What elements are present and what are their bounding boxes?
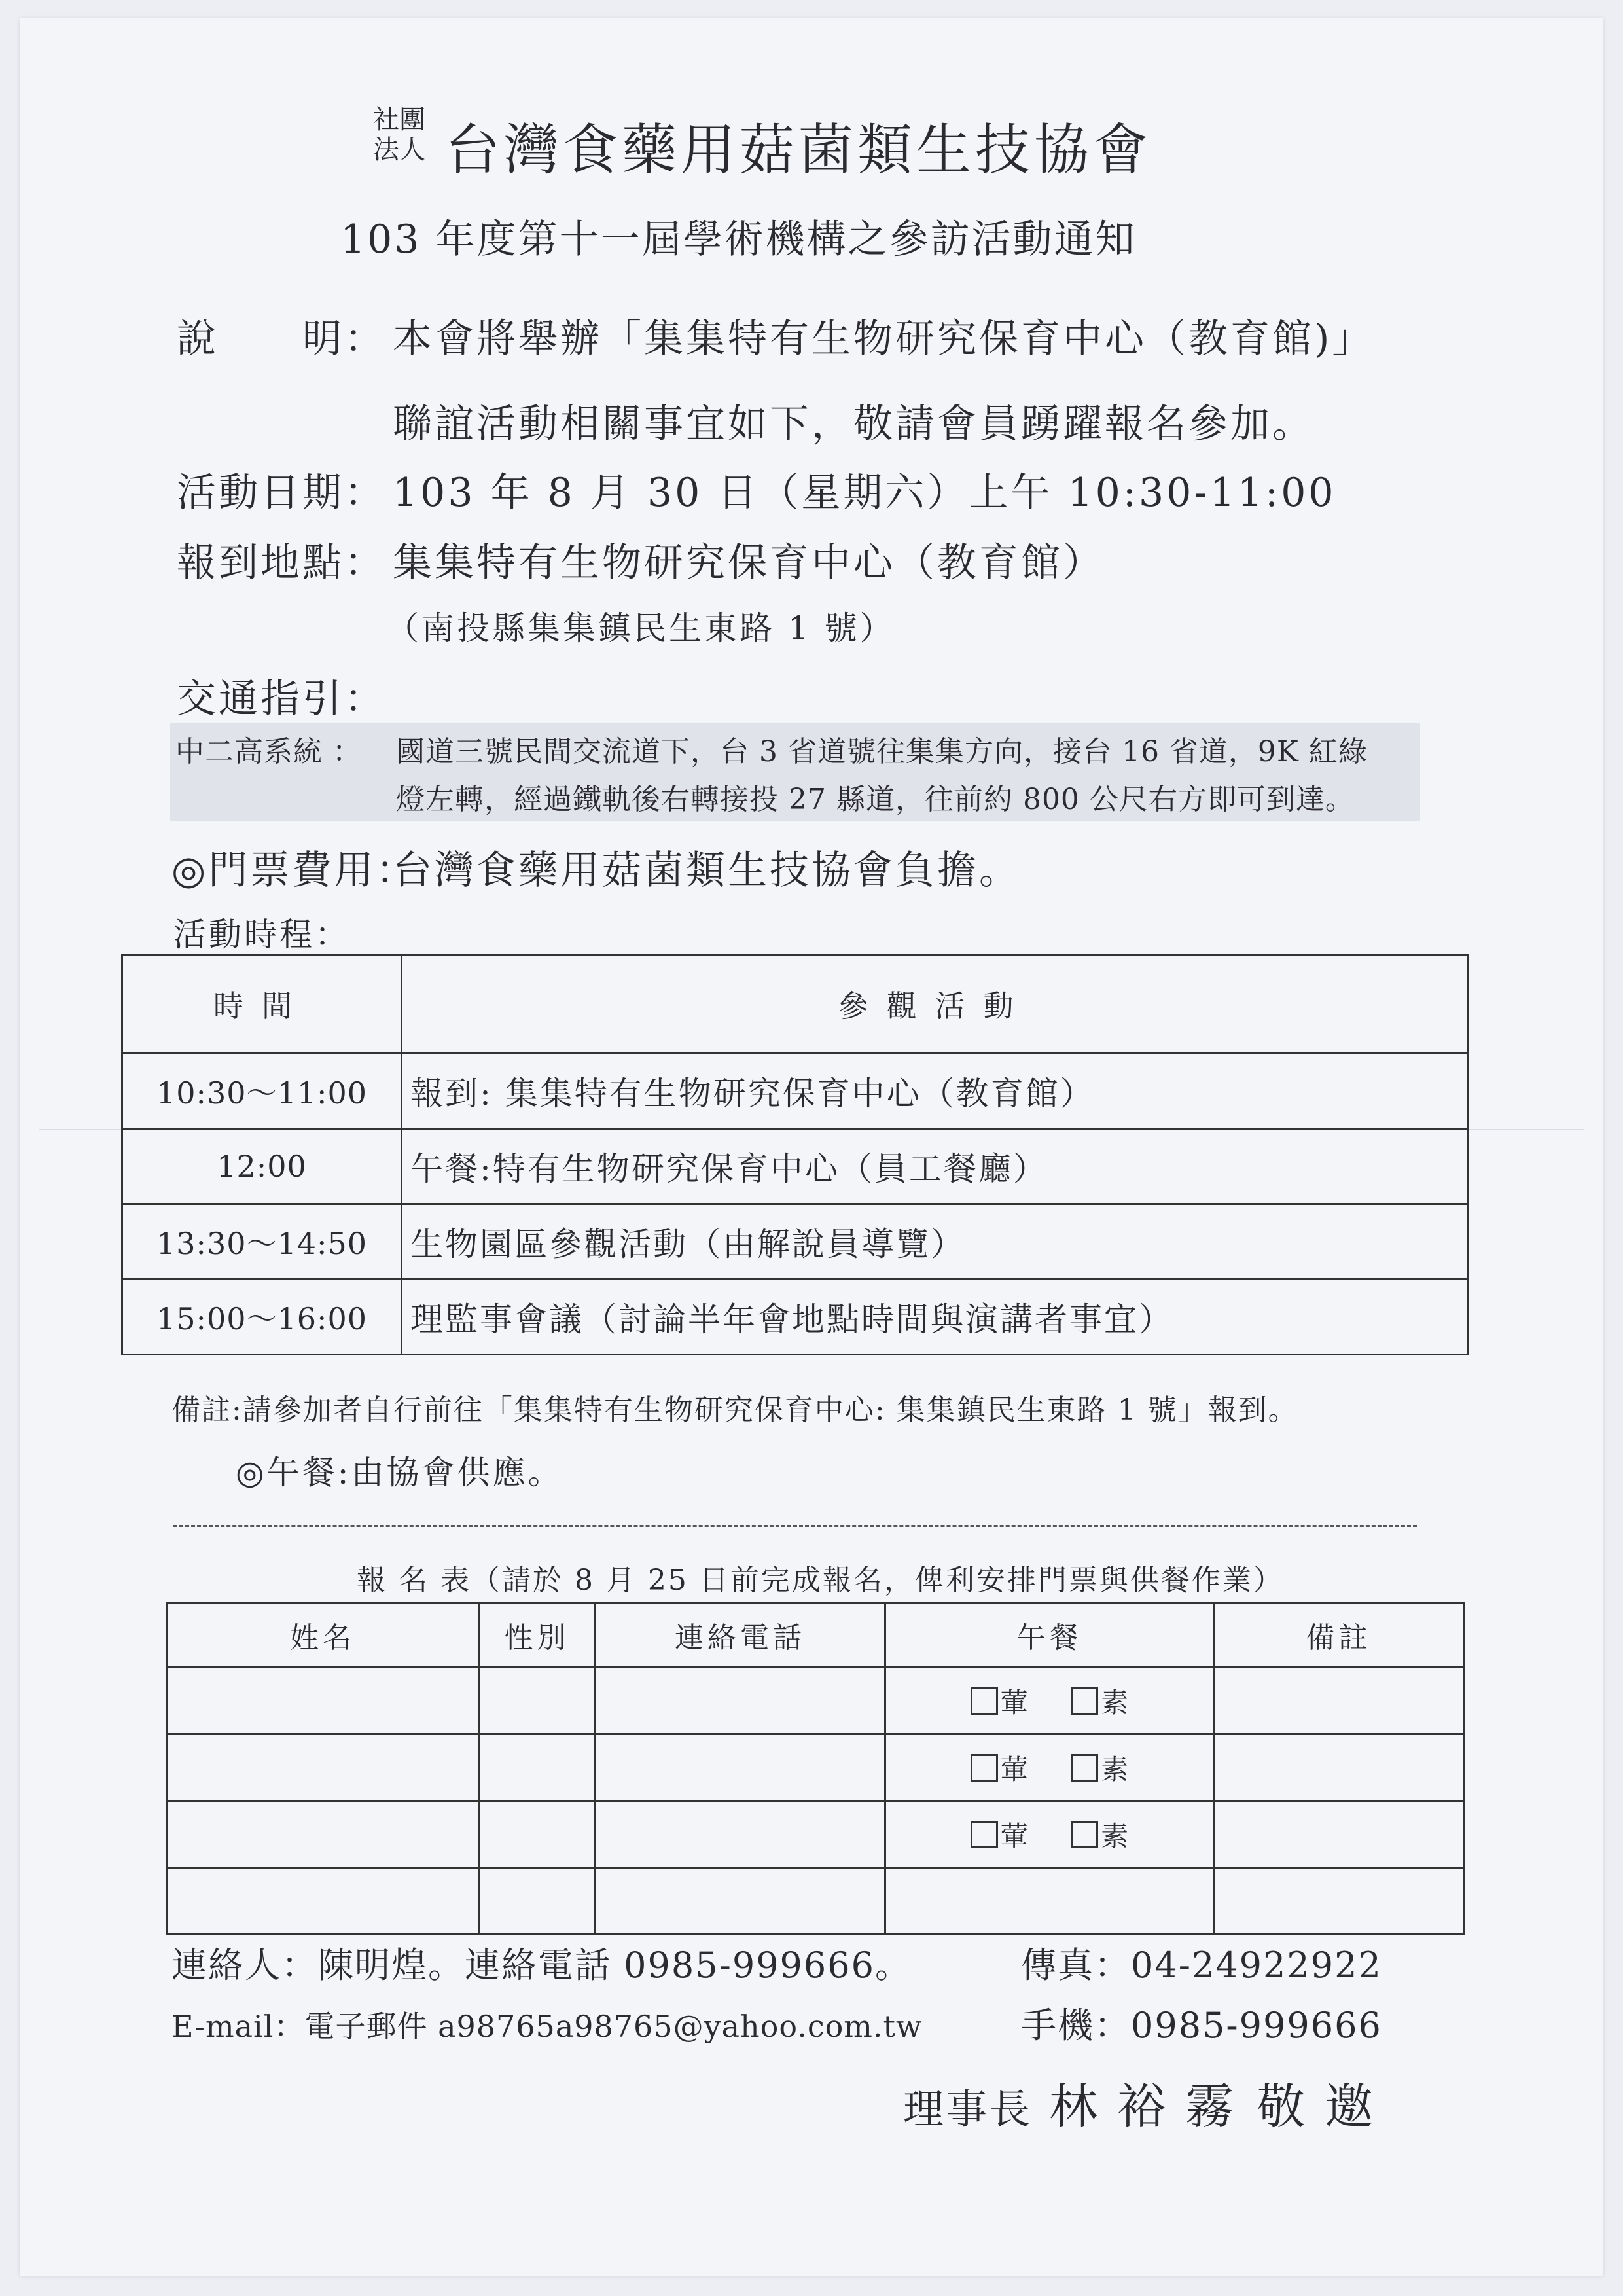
registration-row <box>167 1868 1464 1935</box>
checkbox-icon[interactable] <box>1071 1821 1098 1848</box>
phone-cell[interactable] <box>596 1668 885 1734</box>
page-subtitle: 103 年度第十一屆學術機構之參訪活動通知 <box>340 217 1137 262</box>
signature-title: 理事長 <box>903 2085 1033 2133</box>
contact-fax: 傳真：04-24922922 <box>1021 1945 1382 1986</box>
traffic-route-label: 中二高系統 ： <box>175 735 362 768</box>
registration-title: 報 名 表（請於 8 月 25 日前完成報名，俾利安排門票與供餐作業） <box>357 1564 1284 1597</box>
remark-cell[interactable] <box>1214 1734 1464 1801</box>
schedule-label: 活動時程： <box>173 916 350 954</box>
cut-line <box>173 1525 1417 1527</box>
date-value: 103 年 8 月 30 日（星期六）上午 10:30-11:00 <box>393 470 1336 516</box>
traffic-route-line1: 國道三號民間交流道下，台 3 省道號往集集方向，接台 16 省道，9K 紅綠 <box>396 735 1368 768</box>
phone-cell[interactable] <box>596 1801 885 1868</box>
registration-row <box>167 1801 1464 1868</box>
lunch-cell <box>885 1801 1214 1868</box>
schedule-time: 15:00～16:00 <box>122 1280 402 1355</box>
org-prefix-line2: 法人 <box>373 135 425 165</box>
traffic-label: 交通指引： <box>177 676 386 722</box>
org-name: 台灣食藥用菇菌類生技協會 <box>445 118 1152 182</box>
meal-option-meat[interactable] <box>971 1815 1028 1854</box>
schedule-header-time: 時間 <box>122 955 402 1054</box>
ticket-label: ◎門票費用： <box>171 848 418 893</box>
org-prefix <box>373 105 425 165</box>
phone-cell[interactable] <box>596 1734 885 1801</box>
registration-header-gender: 性別 <box>479 1603 596 1668</box>
name-cell[interactable] <box>167 1668 479 1734</box>
description-line1: 本會將舉辦「集集特有生物研究保育中心（教育館)」 <box>393 316 1374 362</box>
meal-option-label: 葷 <box>1000 1753 1028 1785</box>
checkbox-icon[interactable] <box>971 1821 998 1848</box>
checkbox-icon[interactable] <box>971 1687 998 1715</box>
registration-header-remark: 備註 <box>1214 1603 1464 1668</box>
schedule-activity: 午餐:特有生物研究保育中心（員工餐廳） <box>402 1129 1469 1204</box>
schedule-activity: 理監事會議（討論半年會地點時間與演講者事宜） <box>402 1280 1469 1355</box>
meal-option-veg[interactable] <box>1071 1815 1128 1854</box>
lunch-cell <box>885 1668 1214 1734</box>
description-line2: 聯誼活動相關事宜如下，敬請會員踴躍報名參加。 <box>393 401 1314 447</box>
venue-address: （南投縣集集鎮民生東路 1 號） <box>386 609 895 647</box>
name-cell[interactable] <box>167 1868 479 1935</box>
registration-header-lunch: 午餐 <box>885 1603 1214 1668</box>
schedule-row <box>122 1129 1469 1204</box>
registration-header-phone: 連絡電話 <box>596 1603 885 1668</box>
signature-suffix: 敬邀 <box>1257 2079 1393 2135</box>
remark-cell[interactable] <box>1214 1801 1464 1868</box>
schedule-row <box>122 1054 1469 1129</box>
meal-option-label: 素 <box>1101 1686 1129 1719</box>
registration-row <box>167 1734 1464 1801</box>
meal-option-label: 葷 <box>1000 1686 1028 1719</box>
contact-mobile: 手機：0985-999666 <box>1021 2005 1382 2046</box>
meal-option-label: 葷 <box>1000 1820 1028 1852</box>
signature-name: 林裕霧 <box>1049 2079 1254 2135</box>
schedule-table <box>121 954 1469 1355</box>
schedule-time: 13:30～14:50 <box>122 1204 402 1280</box>
schedule-header-row <box>122 955 1469 1054</box>
contact-person: 連絡人：陳明煌。連絡電話 0985-999666。 <box>171 1945 912 1986</box>
date-label: 活動日期： <box>177 470 386 516</box>
schedule-row <box>122 1204 1469 1280</box>
gender-cell[interactable] <box>479 1868 596 1935</box>
registration-header-row <box>167 1603 1464 1668</box>
schedule-time: 10:30～11:00 <box>122 1054 402 1129</box>
schedule-activity: 報到: 集集特有生物研究保育中心（教育館） <box>402 1054 1469 1129</box>
checkbox-icon[interactable] <box>971 1754 998 1782</box>
registration-table <box>166 1602 1465 1935</box>
remark-note: 備註:請參加者自行前往「集集特有生物研究保育中心: 集集鎮民生東路 1 號」報到。 <box>171 1393 1298 1427</box>
meal-option-veg[interactable] <box>1071 1748 1128 1787</box>
checkbox-icon[interactable] <box>1071 1687 1098 1715</box>
lunch-note: ◎午餐:由協會供應。 <box>236 1454 563 1492</box>
meal-option-veg[interactable] <box>1071 1681 1128 1721</box>
registration-header-name: 姓名 <box>167 1603 479 1668</box>
lunch-cell[interactable] <box>885 1868 1214 1935</box>
contact-email: E-mail：電子郵件 a98765a98765@yahoo.com.tw <box>171 2009 923 2044</box>
checkbox-icon[interactable] <box>1071 1754 1098 1782</box>
meal-option-meat[interactable] <box>971 1748 1028 1787</box>
remark-cell[interactable] <box>1214 1868 1464 1935</box>
name-cell[interactable] <box>167 1801 479 1868</box>
venue-value: 集集特有生物研究保育中心（教育館） <box>393 540 1105 586</box>
remark-cell[interactable] <box>1214 1668 1464 1734</box>
ticket-value: 台灣食藥用菇菌類生技協會負擔。 <box>393 848 1021 893</box>
name-cell[interactable] <box>167 1734 479 1801</box>
traffic-route-line2: 燈左轉，經過鐵軌後右轉接投 27 縣道，往前約 800 公尺右方即可到達。 <box>396 783 1355 816</box>
meal-option-label: 素 <box>1101 1753 1129 1785</box>
registration-row <box>167 1668 1464 1734</box>
lunch-cell <box>885 1734 1214 1801</box>
schedule-row <box>122 1280 1469 1355</box>
phone-cell[interactable] <box>596 1868 885 1935</box>
signature <box>903 2068 1393 2138</box>
org-prefix-line1: 社團 <box>373 105 425 135</box>
meal-option-meat[interactable] <box>971 1681 1028 1721</box>
description-label: 說 明： <box>177 316 386 362</box>
schedule-activity: 生物園區參觀活動（由解說員導覽） <box>402 1204 1469 1280</box>
schedule-time: 12:00 <box>122 1129 402 1204</box>
gender-cell[interactable] <box>479 1734 596 1801</box>
schedule-header-activity: 參觀活動 <box>402 955 1469 1054</box>
meal-option-label: 素 <box>1101 1820 1129 1852</box>
gender-cell[interactable] <box>479 1801 596 1868</box>
gender-cell[interactable] <box>479 1668 596 1734</box>
venue-label: 報到地點： <box>177 540 386 586</box>
